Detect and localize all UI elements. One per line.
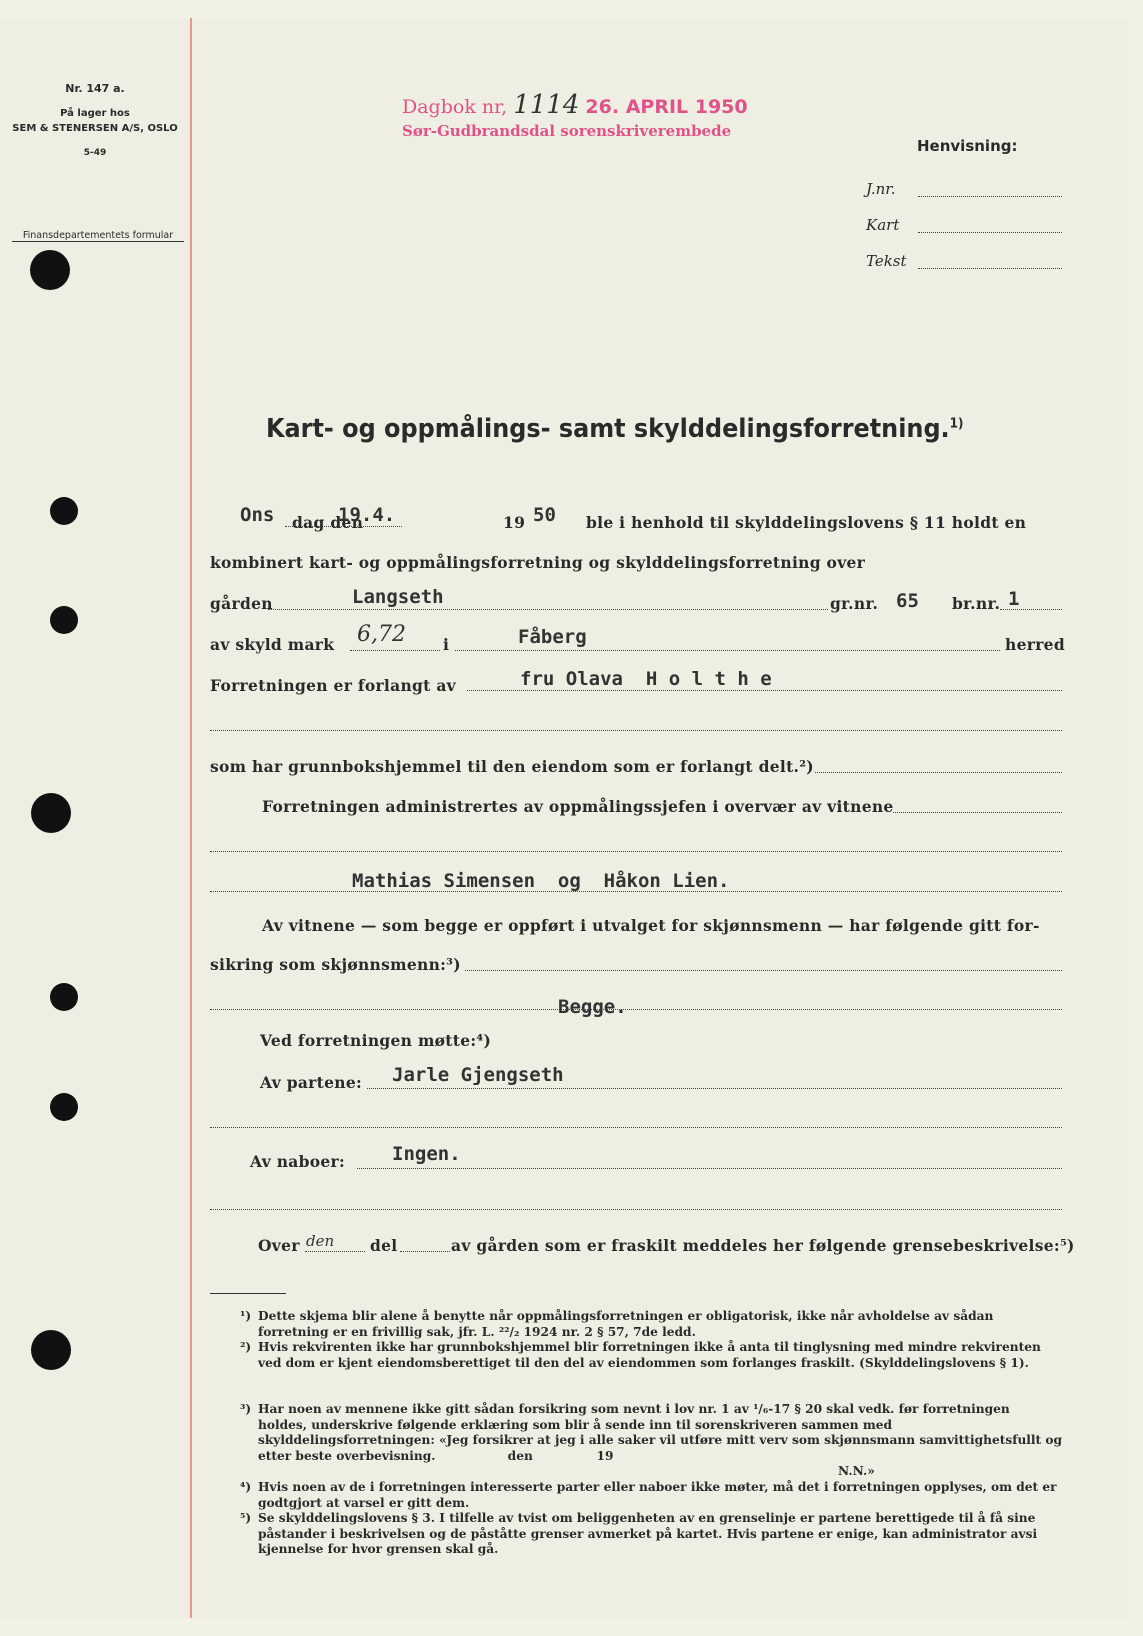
farm-label: gården bbox=[210, 594, 273, 613]
grnr-label: gr.nr. bbox=[830, 594, 879, 613]
tekst-label: Tekst bbox=[866, 252, 907, 270]
footnote-1: ¹) Dette skjema blir alene å benytte når oppmålingsforretningen er obligatorisk, ikke når avholdelse av sådan forretning er en frivillig sak, jfr. L. ²²/₂ 1924 nr. 2 § 57, 7de ledd. bbox=[240, 1309, 994, 1339]
punch-hole bbox=[31, 793, 71, 833]
form-text: av gården som er fraskilt meddeles her følgende grensebeskrivelse:⁵) bbox=[451, 1236, 1075, 1255]
farm-value: Langseth bbox=[352, 586, 444, 608]
punch-hole bbox=[50, 497, 78, 525]
year-prefix: 19 bbox=[503, 513, 526, 532]
jnr-label: J.nr. bbox=[866, 180, 896, 198]
form-number: Nr. 147 a. bbox=[65, 82, 125, 95]
grnr-value: 65 bbox=[896, 590, 919, 612]
form-text: Av vitnene — som begge er oppført i utvalget for skjønnsmenn — har følgende gitt for- bbox=[262, 916, 1040, 935]
page-title: Kart- og oppmålings- samt skylddelingsforretning.$^{1)}$ bbox=[266, 414, 964, 444]
parties-label: Av partene: bbox=[260, 1073, 363, 1092]
dagbok-stamp bbox=[402, 90, 748, 120]
footnote-4: ⁴) Hvis noen av de i forretningen interesserte parter eller naboer ikke møter, må det i forretningen opplyses, om det er godtgjort at varsel er gitt dem. bbox=[240, 1480, 1057, 1510]
paper bbox=[0, 18, 1128, 1618]
skyld-label: av skyld mark bbox=[210, 635, 335, 654]
stock-line: På lager hos bbox=[60, 108, 130, 119]
date-value: 19.4. bbox=[338, 504, 396, 526]
herred-value: Fåberg bbox=[518, 626, 587, 648]
stamp-date: 26. APRIL 1950 bbox=[585, 96, 748, 118]
footnote-3: ³) Har noen av mennene ikke gitt sådan forsikring som nevnt i lov nr. 1 av ¹/₆-17 § 20 skal vedk. før forretningen holdes, underskrive følgende erklæring som blir å sende inn til sorenskriveren sammen med skylddelingsforretningen: «Jeg forsikrer at jeg i alle saker vil utføre mitt verv som skjønnsmann samvittighetsfullt og etter beste overbevisning. den 19 bbox=[240, 1402, 1067, 1463]
form-text: som har grunnbokshjemmel til den eiendom som er forlangt delt.²) bbox=[210, 757, 814, 776]
parties-value: Jarle Gjengseth bbox=[392, 1064, 564, 1086]
brnr-label: br.nr. bbox=[952, 594, 1001, 613]
herred-label: herred bbox=[1005, 635, 1065, 654]
footnote-3-signature: N.N.» bbox=[838, 1464, 875, 1478]
neighbours-label: Av naboer: bbox=[250, 1152, 346, 1171]
day-label: dag den bbox=[292, 513, 364, 532]
punch-hole bbox=[50, 983, 78, 1011]
dagbok-label: Dagbok nr, bbox=[402, 96, 508, 118]
form-text: ble i henhold til skylddelingslovens § 11 holdt en bbox=[586, 513, 1027, 532]
witnesses-value: Mathias Simensen og Håkon Lien. bbox=[352, 870, 730, 892]
i-label: i bbox=[443, 635, 450, 654]
punch-hole bbox=[50, 1093, 78, 1121]
present-label: Ved forretningen møtte:⁴) bbox=[260, 1031, 492, 1050]
publisher: SEM & STENERSEN A/S, OSLO bbox=[12, 123, 178, 134]
footnote-2: ²) Hvis rekvirenten ikke har grunnbokshjemmel blir forretningen ikke å anta til tinglysning med mindre rekvirenten ved dom er kjent eiendomsberettiget til den del av eiendommen som forlanges fraskilt. (Skylddelingslovens § 1). bbox=[240, 1340, 1041, 1370]
over-value: den bbox=[306, 1232, 335, 1250]
kart-label: Kart bbox=[866, 216, 900, 234]
form-text: Forretningen administrertes av oppmålingssjefen i overvær av vitnene bbox=[262, 797, 894, 816]
edition: 5-49 bbox=[83, 148, 107, 158]
footnote-5: ⁵) Se skylddelingslovens § 3. I tilfelle av tvist om beliggenheten av en grenselinje er partene berettigede til å få sine påstander i beskrivelsen og de påståtte grenser avmerket på kartet. Hvis partene er enige, kan administrator avsi kjennelse for hvor grensen skal gå. bbox=[240, 1511, 1038, 1556]
formular-label: Finansdepartementets formular bbox=[12, 230, 184, 242]
form-text: kombinert kart- og oppmålingsforretning og skylddelingsforretning over bbox=[210, 553, 866, 572]
punch-hole bbox=[30, 250, 70, 290]
punch-hole bbox=[50, 606, 78, 634]
brnr-value: 1 bbox=[1008, 588, 1020, 610]
requested-label: Forretningen er forlangt av bbox=[210, 676, 456, 695]
neighbours-value: Ingen. bbox=[392, 1143, 461, 1165]
form-text: sikring som skjønnsmenn:³) bbox=[210, 955, 461, 974]
skyld-value: 6,72 bbox=[357, 622, 406, 647]
punch-hole bbox=[31, 1330, 71, 1370]
assurance-value: Begge. bbox=[558, 996, 627, 1018]
requested-value: fru Olava H o l t h e bbox=[520, 668, 772, 690]
office-stamp: Sør-Gudbrandsdal sorenskriverembede bbox=[402, 122, 732, 140]
dagbok-number: 1114 bbox=[513, 90, 580, 120]
year-value: 50 bbox=[533, 504, 556, 526]
del-label: del bbox=[370, 1236, 398, 1255]
over-label: Over bbox=[258, 1236, 300, 1255]
day-value: Ons bbox=[240, 504, 275, 526]
footnote-divider bbox=[210, 1293, 286, 1294]
reference-title: Henvisning: bbox=[917, 137, 1018, 155]
margin-line bbox=[190, 18, 192, 1618]
